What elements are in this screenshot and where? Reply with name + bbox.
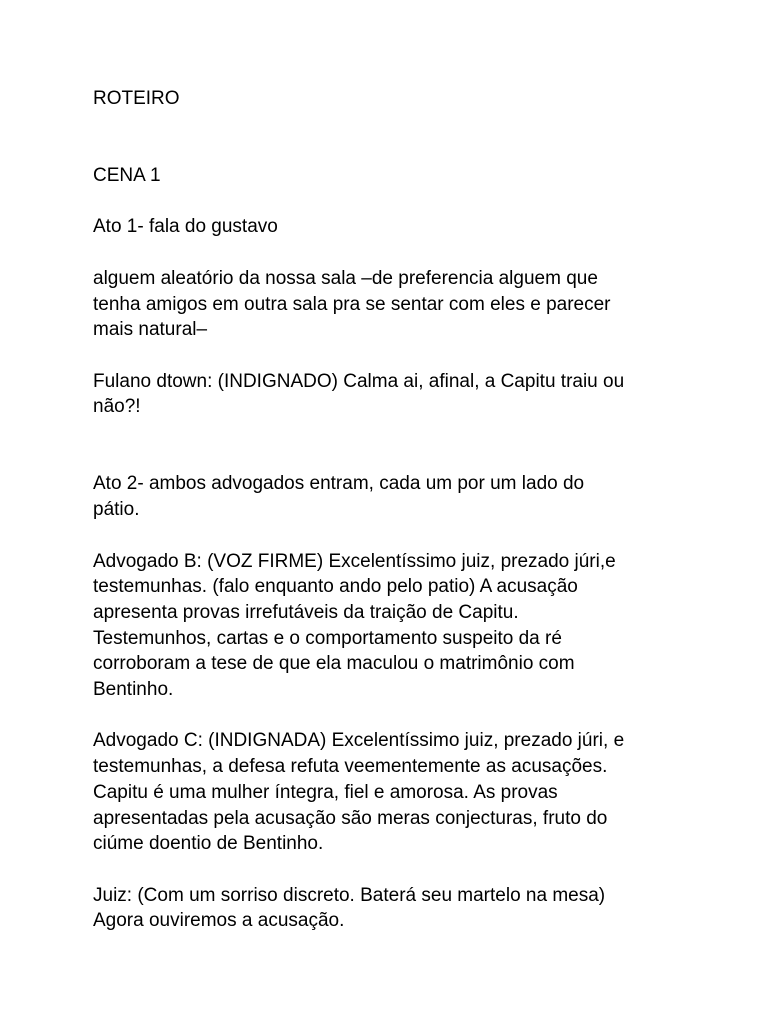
spacer [93,446,683,472]
spacer [93,343,683,369]
paragraph-line: Fulano dtown: (INDIGNADO) Calma ai, afinal, a Capitu traiu ou [93,370,625,392]
act2-paragraph [93,471,683,522]
spacer [93,857,683,883]
spacer [93,240,683,266]
act1-heading: Ato 1- fala do gustavo [93,216,278,238]
paragraph-line: Advogado C: (INDIGNADA) Excelentíssimo juiz, prezado júri, e [93,730,625,752]
spacer [93,189,683,215]
paragraph-line: alguem aleatório da nossa sala –de preferencia alguem que [93,267,598,289]
spacer [93,137,683,163]
paragraph-line: Ato 2- ambos advogados entram, cada um por um lado do [93,473,585,495]
paragraph-line: apresentadas pela acusação são meras conjecturas, fruto do [93,807,608,829]
scene-heading: CENA 1 [93,165,161,187]
paragraph-line: Capitu é uma mulher íntegra, fiel e amorosa. As provas [93,781,558,803]
paragraph-line: Agora ouviremos a acusação. [93,910,345,932]
document-title: ROTEIRO [93,88,180,109]
spacer [93,523,683,549]
paragraph-line: Advogado B: (VOZ FIRME) Excelentíssimo juiz, prezado júri,e [93,550,616,572]
paragraph-line: Bentinho. [93,679,174,701]
juiz-dialogue [93,883,683,934]
spacer [93,112,683,138]
paragraph-line: Testemunhos, cartas e o comportamento suspeito da ré [93,627,562,649]
paragraph-line: pátio. [93,499,140,521]
advogado-b-dialogue [93,549,683,703]
stage-direction-paragraph [93,266,683,343]
document-body [93,86,683,934]
advogado-c-dialogue [93,728,683,857]
paragraph-line: ciúme doentio de Bentinho. [93,833,324,855]
paragraph-line: tenha amigos em outra sala pra se sentar com eles e parecer [93,293,611,315]
paragraph-line: mais natural– [93,319,208,341]
paragraph-line: apresenta provas irrefutáveis da traição de Capitu. [93,601,519,623]
spacer [93,703,683,729]
paragraph-line: testemunhas. (falo enquanto ando pelo patio) A acusação [93,576,578,598]
paragraph-line: testemunhas, a defesa refuta veementemente as acusações. [93,756,608,778]
paragraph-line: não?! [93,396,141,418]
paragraph-line: corroboram a tese de que ela maculou o matrimônio com [93,653,575,675]
paragraph-line: Juiz: (Com um sorriso discreto. Baterá seu martelo na mesa) [93,884,606,906]
spacer [93,420,683,446]
fulano-dialogue [93,369,683,420]
